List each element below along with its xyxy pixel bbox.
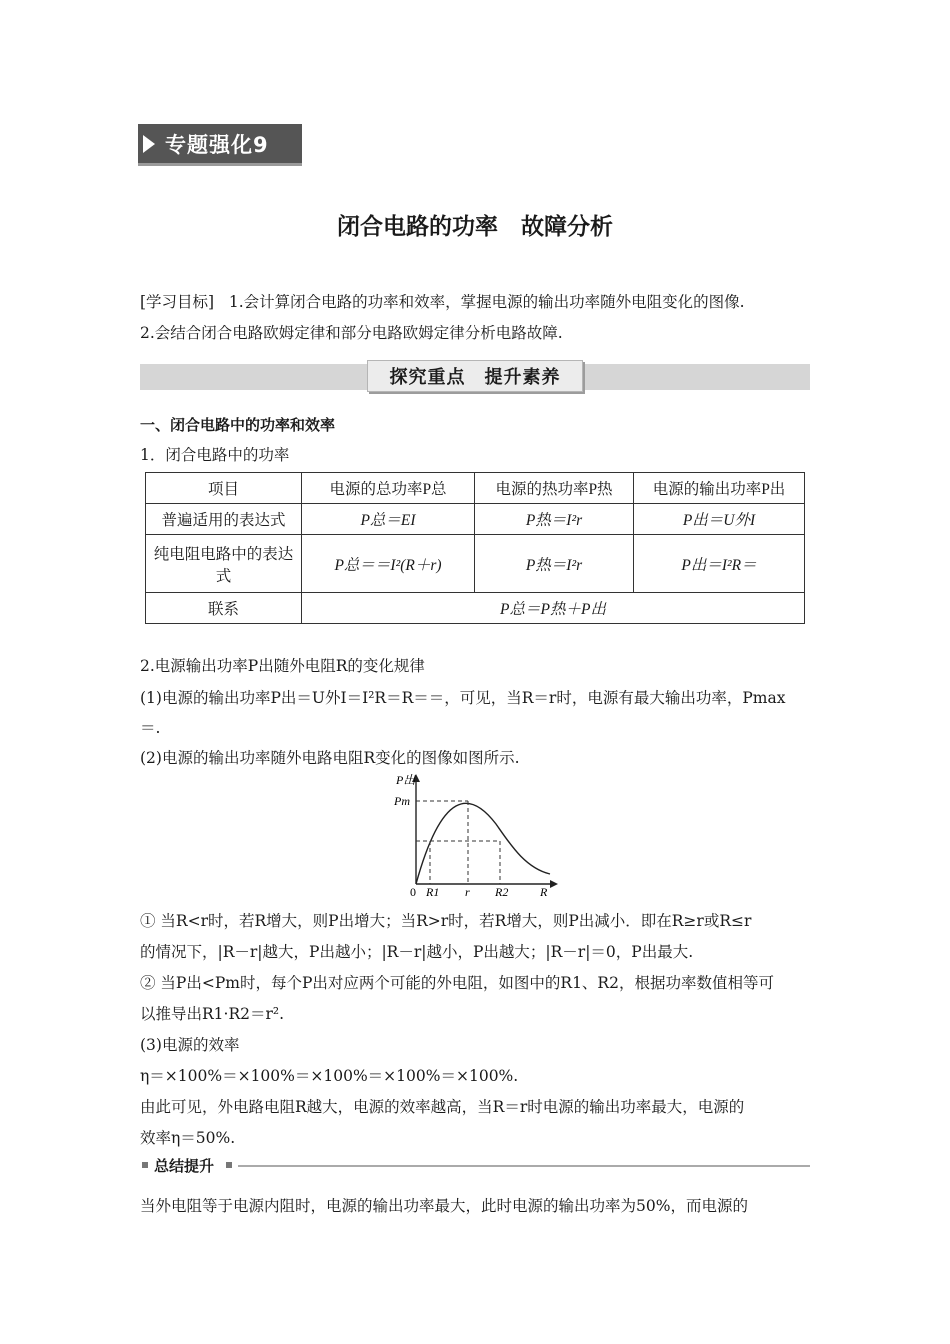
r2-tick-label: R2 bbox=[495, 885, 509, 899]
part2-conc2: 效率η＝50%. bbox=[140, 1129, 236, 1147]
part2-eta: η＝×100%＝×100%＝×100%＝×100%＝×100%. bbox=[140, 1067, 519, 1085]
objective-1: 1.会计算闭合电路的功率和效率，掌握电源的输出功率随外电阻变化的图像. bbox=[228, 293, 745, 311]
part2-p3: (3)电源的效率 bbox=[140, 1036, 240, 1054]
part2-p2: (2)电源的输出功率随外电路电阻R变化的图像如图所示. bbox=[140, 749, 520, 767]
table-header-cell: 电源的输出功率P出 bbox=[634, 473, 805, 504]
summary-text: 当外电阻等于电源内阻时，电源的输出功率最大，此时电源的输出功率为50%，而电源的 bbox=[140, 1197, 748, 1215]
play-triangle-icon bbox=[143, 135, 155, 153]
topic-badge-label: 专题强化9 bbox=[165, 132, 269, 157]
section-banner: 探究重点 提升素养 bbox=[367, 360, 583, 392]
table-row bbox=[146, 473, 805, 504]
x-axis-label: R bbox=[540, 885, 548, 899]
section1-sub1: 1．闭合电路中的功率 bbox=[140, 446, 290, 464]
table-row bbox=[146, 535, 805, 593]
pm-label: Pm bbox=[394, 794, 410, 808]
objectives-line-1 bbox=[140, 290, 745, 312]
table-header-cell: 电源的总功率P总 bbox=[302, 473, 475, 504]
part2-c2a: ② 当P出<Pm时，每个P出对应两个可能的外电阻，如图中的R1、R2，根据功率数值相等可 bbox=[140, 974, 774, 992]
power-curve-figure bbox=[380, 770, 570, 902]
part2-c1a: ① 当R<r时，若R增大，则P出增大；当R>r时，若R增大，则P出减小．即在R≥r或R≤r bbox=[140, 912, 752, 930]
summary-right-square-icon bbox=[226, 1162, 232, 1168]
table-cell: 普遍适用的表达式 bbox=[146, 504, 302, 535]
table-header-cell: 项目 bbox=[146, 473, 302, 504]
part2-conc1: 由此可见，外电路电阻R越大，电源的效率越高，当R＝r时电源的输出功率最大，电源的 bbox=[140, 1098, 745, 1116]
x-axis-arrow-icon bbox=[550, 880, 558, 888]
objective-2: 2.会结合闭合电路欧姆定律和部分电路欧姆定律分析电路故障. bbox=[140, 324, 563, 342]
r1-tick-label: R1 bbox=[426, 885, 440, 899]
page-title: 闭合电路的功率 故障分析 bbox=[337, 214, 613, 240]
power-curve bbox=[416, 803, 550, 884]
summary-label: 总结提升 bbox=[154, 1157, 215, 1175]
power-table bbox=[145, 472, 805, 624]
table-header-cell: 电源的热功率P热 bbox=[475, 473, 634, 504]
part2-p1a: (1)电源的输出功率P出＝U外I＝I²R＝R＝＝，可见，当R＝r时，电源有最大输出功率，Pmax bbox=[140, 689, 786, 707]
summary-rule bbox=[238, 1165, 810, 1167]
table-cell: P总＝P热＋P出 bbox=[302, 593, 805, 624]
section1-heading: 一、闭合电路中的功率和效率 bbox=[140, 416, 336, 434]
part2-heading: 2.电源输出功率P出随外电阻R的变化规律 bbox=[140, 657, 425, 675]
summary-left-square-icon bbox=[142, 1162, 148, 1168]
table-cell: P出＝I²R＝ bbox=[634, 535, 805, 593]
table-cell: P热＝I²r bbox=[475, 535, 634, 593]
topic-badge bbox=[138, 124, 302, 166]
r-tick-label: r bbox=[465, 885, 470, 899]
y-axis-label: P出 bbox=[396, 773, 416, 787]
objectives-label: [学习目标] bbox=[140, 293, 215, 311]
table-row bbox=[146, 504, 805, 535]
origin-label: 0 bbox=[410, 885, 416, 899]
summary-bar bbox=[140, 1158, 810, 1174]
table-cell: P出＝U外I bbox=[634, 504, 805, 535]
part2-c1b: 的情况下，|R－r|越大，P出越小；|R－r|越小，P出越大；|R－r|＝0，P出最大. bbox=[140, 943, 694, 961]
table-cell: 联系 bbox=[146, 593, 302, 624]
table-cell: P热＝I²r bbox=[475, 504, 634, 535]
table-cell: P总＝EI bbox=[302, 504, 475, 535]
table-row bbox=[146, 593, 805, 624]
part2-c2b: 以推导出R1·R2＝r². bbox=[140, 1005, 285, 1023]
table-cell: 纯电阻电路中的表达式 bbox=[146, 535, 302, 593]
part2-p1b: ＝. bbox=[140, 719, 161, 737]
table-cell: P总＝＝I²(R＋r) bbox=[302, 535, 475, 593]
